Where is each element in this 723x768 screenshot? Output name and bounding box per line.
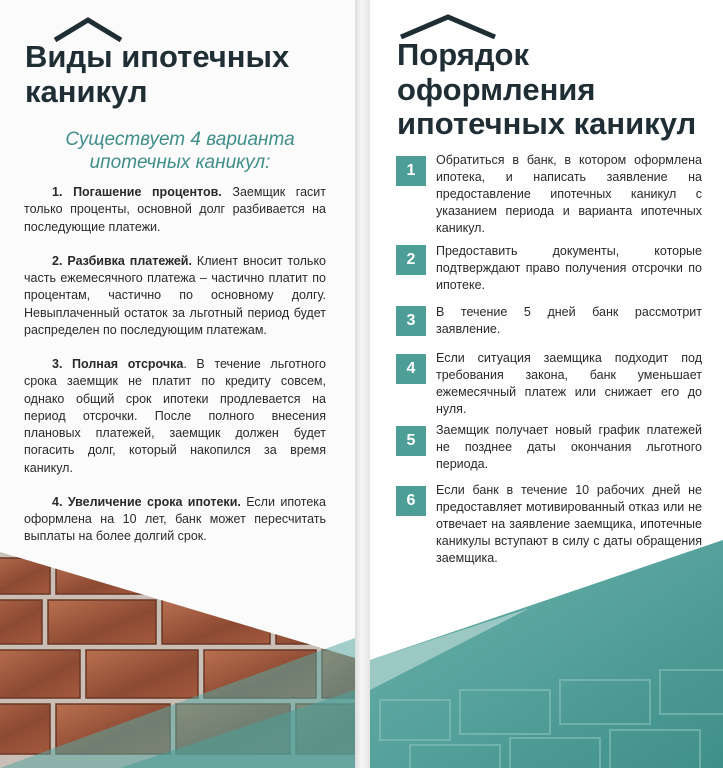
step-text: Если банк в течение 10 рабочих дней не предоставляет мотивированный отказ или не отвечает на заявление заемщика, ипотечные каникулы вступают в силу с даты обращения заемщика. <box>436 483 702 565</box>
variant-name: Увеличение срока ипотеки. <box>67 494 241 509</box>
left-title-line: Виды ипотечных <box>25 39 290 74</box>
variant-number: 3. <box>52 357 63 371</box>
variant-text: Заемщик гасит только проценты, основной долг разбивается на последующие платежи. <box>24 185 326 234</box>
variant-item <box>24 494 326 546</box>
variant-name: Полная отсрочка <box>72 357 184 371</box>
variants-subtitle <box>20 128 340 174</box>
step-text: Если ситуация заемщика подходит под требования закона, банк уменьшает ежемесячный платеж или снижает его до нуля. <box>436 351 702 416</box>
brick-wall-graphic <box>0 540 355 768</box>
step-number-badge: 6 <box>396 486 426 516</box>
left-title <box>25 40 289 109</box>
right-title-line: ипотечных каникул <box>397 106 697 142</box>
variant-number: 2. <box>52 253 63 268</box>
step-number-badge: 5 <box>396 426 426 456</box>
teal-wall-graphic <box>370 540 723 768</box>
variant-text: Клиент вносит только часть ежемесячного платежа – частично платит по процентам, частично по основному долгу. Невыплаченный остаток за льготный период будет распределен по последующим платежам. <box>24 253 327 337</box>
variant-item <box>24 253 326 339</box>
step-text: Заемщик получает новый график платежей не позднее даты окончания льготного периода. <box>436 423 702 471</box>
step-number-badge: 1 <box>396 156 426 186</box>
step-text: Обратиться в банк, в котором оформлена ипотека, и написать заявление на предоставление ипотечных каникул с указанием периода и варианта ипотечных каникул. <box>436 153 702 235</box>
step-number-badge: 4 <box>396 354 426 384</box>
variant-text: Если ипотека оформлена на 10 лет, банк может пересчитать выплаты на более долгий срок. <box>24 494 326 544</box>
variant-number: 1. <box>52 185 63 199</box>
variant-text: . В течение льготного срока заемщик не платит по кредиту совсем, однако общий срок ипотеки продлевается на период отсрочки. После полного внесения плановых платежей, заемщик должен будет погасить долг, который накопился за время каникул. <box>24 357 326 475</box>
step-number-badge: 2 <box>396 245 426 275</box>
subtitle-line: ипотечных каникул: <box>89 152 271 174</box>
step-text: В течение 5 дней банк рассмотрит заявление. <box>436 305 702 336</box>
brick-wall-image <box>0 540 355 768</box>
brochure-fold <box>355 0 370 768</box>
variant-item <box>24 184 326 236</box>
variant-item <box>24 356 326 477</box>
variant-number: 4. <box>52 494 63 509</box>
subtitle-line: Существует 4 варианта <box>65 129 295 150</box>
variant-name: Погашение процентов. <box>73 185 222 199</box>
right-title-line: Порядок <box>397 37 529 72</box>
house-roof-icon <box>398 13 498 39</box>
right-title-line: оформления <box>397 71 596 107</box>
left-panel <box>0 0 355 768</box>
step-number-badge: 3 <box>396 306 426 336</box>
variants-list <box>24 184 326 563</box>
right-panel <box>370 0 723 768</box>
step-text: Предоставить документы, которые подтверждают право получения отсрочки по ипотеке. <box>436 244 702 292</box>
right-title <box>397 38 696 142</box>
variant-name: Разбивка платежей. <box>67 253 192 268</box>
left-title-line: каникул <box>25 73 148 109</box>
